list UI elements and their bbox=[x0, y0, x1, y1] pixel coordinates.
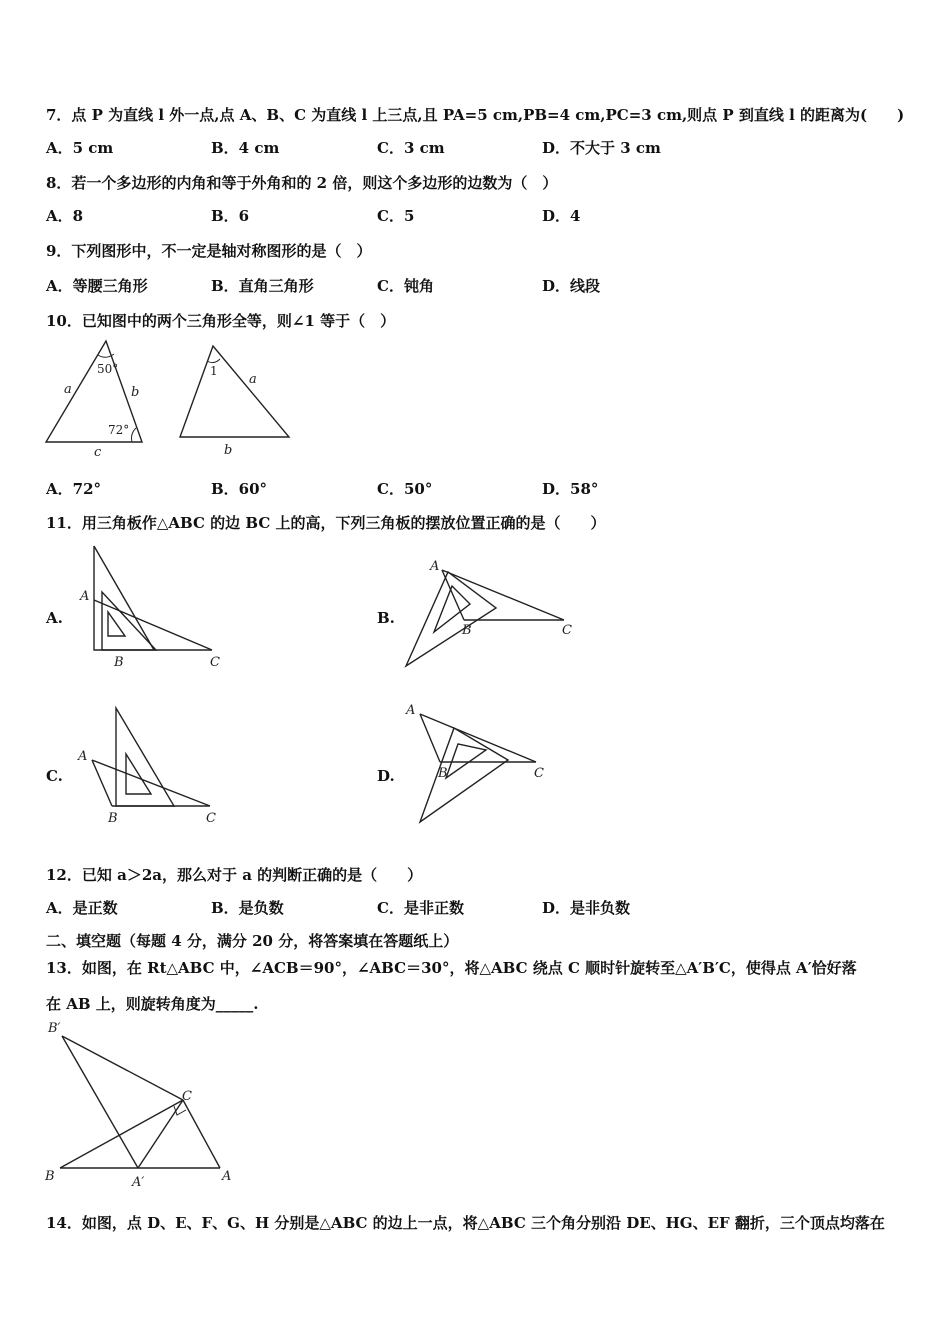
q13-stem-line-1: 13．如图，在 Rt△ABC 中，∠ACB＝90°，∠ABC＝30°，将△ABC 绕点 C 顺时针旋转至△A′B′C，使得点 A′恰好落 bbox=[46, 959, 857, 977]
q11-figure-c bbox=[72, 704, 232, 829]
q7-option-d: D．不大于 3 cm bbox=[542, 139, 661, 157]
q12-option-d: D．是非负数 bbox=[542, 899, 631, 917]
q13-stem-line-2: 在 AB 上，则旋转角度为_____. bbox=[46, 995, 259, 1013]
q10-triangle-2-shape bbox=[180, 346, 289, 437]
q11-b-label-a: A bbox=[430, 559, 440, 574]
q11-d-label-c: C bbox=[534, 766, 544, 781]
q10-fig1-side-c: c bbox=[94, 445, 102, 460]
q7-stem: 7．点 P 为直线 l 外一点,点 A、B、C 为直线 l 上三点,且 PA=5 cm,PB=4 cm,PC=3 cm,则点 P 到直线 l 的距离为( ) bbox=[46, 106, 905, 124]
q14-stem-line-1: 14．如图，点 D、E、F、G、H 分别是△ABC 的边上一点，将△ABC 三个角分别沿 DE、HG、EF 翻折，三个顶点均落在 bbox=[46, 1214, 885, 1232]
q10-fig1-side-b: b bbox=[131, 385, 140, 400]
q13-label-a-prime: A′ bbox=[132, 1175, 145, 1190]
q8-stem: 8．若一个多边形的内角和等于外角和的 2 倍，则这个多边形的边数为（ ） bbox=[46, 174, 558, 192]
q11-option-c-letter: C. bbox=[46, 767, 63, 785]
q9-option-d: D．线段 bbox=[542, 277, 601, 295]
q11-a-label-b: B bbox=[114, 655, 124, 670]
q9-stem: 9．下列图形中，不一定是轴对称图形的是（ ） bbox=[46, 242, 372, 260]
q12-option-c: C．是非正数 bbox=[377, 899, 464, 917]
q10-option-a: A．72° bbox=[46, 480, 102, 498]
q11-d-label-b: B bbox=[438, 766, 448, 781]
q10-figure-triangle-2 bbox=[175, 343, 300, 463]
q11-figure-a bbox=[72, 542, 232, 672]
q13-label-a: A bbox=[222, 1169, 232, 1184]
q10-fig1-angle-top: 50° bbox=[97, 362, 119, 376]
q10-stem: 10．已知图中的两个三角形全等，则∠1 等于（ ） bbox=[46, 312, 396, 330]
q10-fig1-angle-right: 72° bbox=[108, 423, 130, 437]
q11-c-label-b: B bbox=[108, 811, 118, 826]
q11-a-label-c: C bbox=[210, 655, 220, 670]
q10-figure-triangle-1 bbox=[40, 338, 160, 463]
q11-c-label-c: C bbox=[206, 811, 216, 826]
q11-c-label-a: A bbox=[78, 749, 88, 764]
q13-label-c: C bbox=[182, 1089, 192, 1104]
q11-figure-b bbox=[400, 556, 590, 671]
q11-option-b-letter: B. bbox=[377, 609, 395, 627]
q11-b-label-b: B bbox=[462, 623, 472, 638]
q9-option-c: C．钝角 bbox=[377, 277, 434, 295]
q9-option-b: B．直角三角形 bbox=[211, 277, 314, 295]
q10-option-d: D．58° bbox=[542, 480, 599, 498]
q10-fig2-angle: 1 bbox=[210, 364, 218, 378]
q11-figure-d bbox=[400, 702, 560, 827]
q13-label-b: B bbox=[45, 1169, 55, 1184]
q13-figure bbox=[40, 1018, 240, 1188]
q10-option-b: B．60° bbox=[211, 480, 268, 498]
q11-a-label-a: A bbox=[80, 589, 90, 604]
q7-option-b: B．4 cm bbox=[211, 139, 280, 157]
q8-option-b: B．6 bbox=[211, 207, 250, 225]
q12-stem: 12．已知 a＞2a，那么对于 a 的判断正确的是（ ） bbox=[46, 866, 423, 884]
q10-option-c: C．50° bbox=[377, 480, 433, 498]
q13-label-b-prime: B′ bbox=[48, 1021, 61, 1036]
q12-option-b: B．是负数 bbox=[211, 899, 284, 917]
q7-option-c: C．3 cm bbox=[377, 139, 445, 157]
q8-option-d: D．4 bbox=[542, 207, 581, 225]
q11-b-label-c: C bbox=[562, 623, 572, 638]
q12-option-a: A．是正数 bbox=[46, 899, 118, 917]
q11-option-a-letter: A. bbox=[46, 609, 63, 627]
q10-fig2-side-b: b bbox=[224, 443, 233, 458]
q11-option-d-letter: D. bbox=[377, 767, 395, 785]
q8-option-a: A．8 bbox=[46, 207, 84, 225]
q11-stem: 11．用三角板作△ABC 的边 BC 上的高，下列三角板的摆放位置正确的是（ ） bbox=[46, 514, 606, 532]
q11-d-label-a: A bbox=[406, 703, 416, 718]
q10-fig2-side-a: a bbox=[249, 372, 257, 387]
q7-option-a: A．5 cm bbox=[46, 139, 114, 157]
q9-option-a: A．等腰三角形 bbox=[46, 277, 148, 295]
q10-fig1-side-a: a bbox=[64, 382, 72, 397]
q8-option-c: C．5 bbox=[377, 207, 415, 225]
section-2-heading: 二、填空题（每题 4 分，满分 20 分，将答案填在答题纸上） bbox=[46, 932, 459, 950]
